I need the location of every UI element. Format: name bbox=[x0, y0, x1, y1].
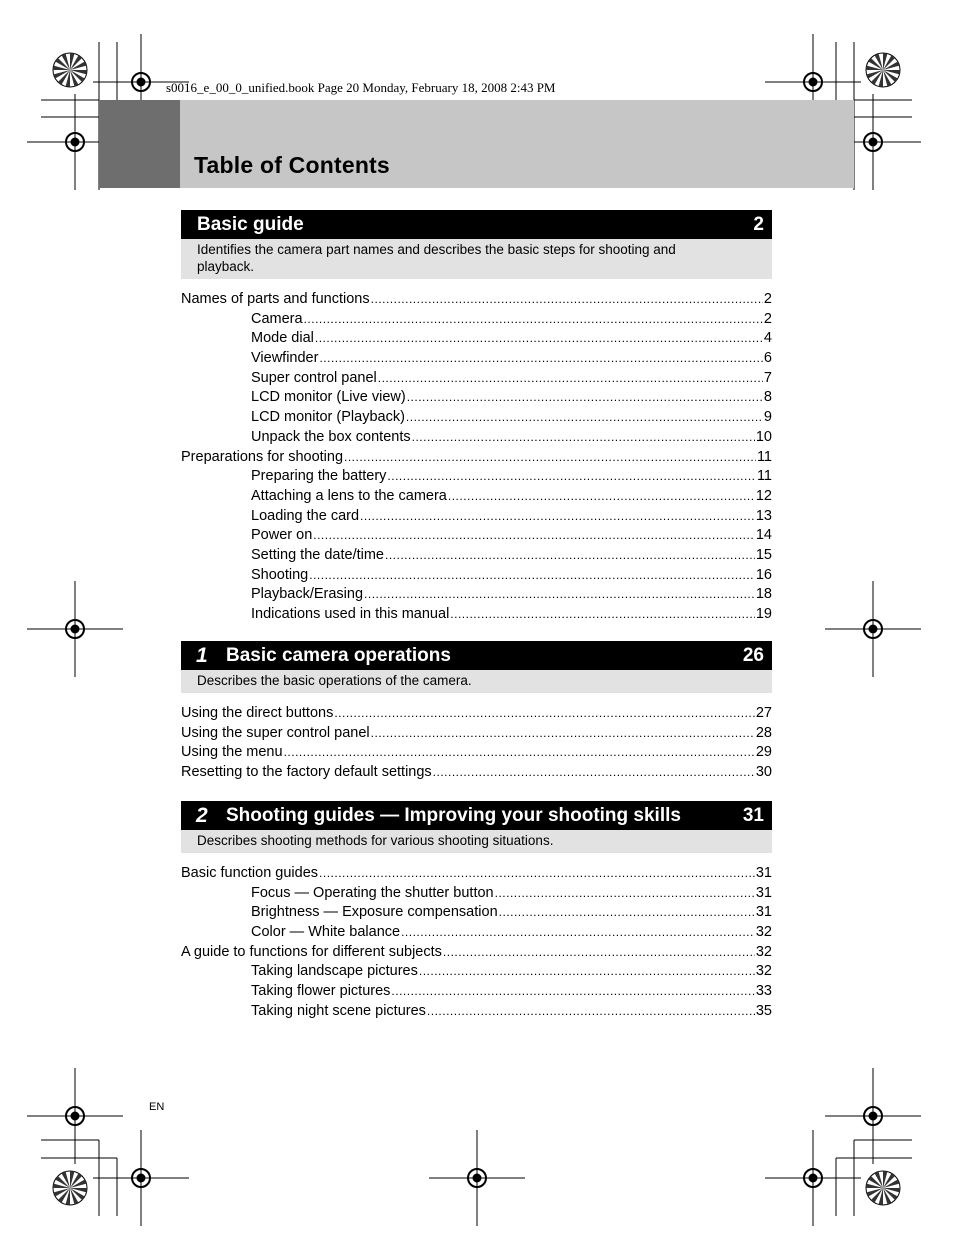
toc-entry[interactable] bbox=[181, 865, 772, 885]
toc-entry[interactable] bbox=[181, 744, 772, 764]
dot-leader bbox=[319, 351, 762, 365]
toc-entry-page: 32 bbox=[755, 963, 772, 980]
toc-entry-page: 31 bbox=[755, 904, 772, 921]
section-description: Describes shooting methods for various shooting situations. bbox=[181, 830, 772, 853]
dot-leader bbox=[499, 905, 755, 919]
registration-mark bbox=[429, 1130, 525, 1226]
toc-entry[interactable] bbox=[181, 311, 772, 331]
toc-entry-label: Shooting bbox=[251, 566, 309, 583]
toc-entry[interactable] bbox=[181, 527, 772, 547]
registration-mark bbox=[27, 1068, 123, 1164]
dot-leader bbox=[378, 371, 763, 385]
toc-entry-page: 19 bbox=[755, 606, 772, 622]
dot-leader bbox=[391, 984, 754, 998]
dot-leader bbox=[443, 945, 755, 959]
toc-entry-page: 6 bbox=[763, 350, 772, 367]
dot-leader bbox=[371, 726, 755, 740]
toc-entry-label: Preparing the battery bbox=[251, 468, 387, 485]
toc-entry-page: 11 bbox=[756, 448, 772, 465]
toc-entry[interactable] bbox=[181, 764, 772, 784]
dot-leader bbox=[427, 1004, 755, 1018]
toc-entry[interactable] bbox=[181, 429, 772, 449]
toc-entry-page: 31 bbox=[755, 884, 772, 901]
toc-entry-page: 18 bbox=[755, 586, 772, 603]
toc-entry[interactable] bbox=[181, 330, 772, 350]
toc-entry-label: Brightness — Exposure compensation bbox=[251, 904, 498, 921]
toc-entry-label: Indications used in this manual bbox=[251, 606, 450, 622]
dot-leader bbox=[407, 390, 763, 404]
dot-leader bbox=[385, 548, 755, 562]
toc-entry-label: Focus — Operating the shutter button bbox=[251, 884, 494, 901]
toc-entry-label: Using the super control panel bbox=[181, 724, 370, 741]
toc-entry-label: Setting the date/time bbox=[251, 546, 384, 563]
dot-leader bbox=[319, 866, 755, 880]
toc-entry-page: 29 bbox=[755, 744, 772, 761]
toc-entry-page: 12 bbox=[755, 487, 772, 504]
toc-entry-label: Attaching a lens to the camera bbox=[251, 487, 447, 504]
section-header[interactable] bbox=[181, 801, 772, 830]
star-target bbox=[53, 1171, 87, 1205]
dot-leader bbox=[387, 469, 756, 483]
toc-entry-page: 32 bbox=[755, 924, 772, 941]
toc-entry-page: 15 bbox=[755, 546, 772, 563]
toc-entry[interactable] bbox=[181, 944, 772, 964]
star-target bbox=[53, 53, 87, 87]
toc-entry-label: Mode dial bbox=[251, 330, 314, 347]
toc-entry[interactable] bbox=[181, 409, 772, 429]
dot-leader bbox=[401, 925, 755, 939]
toc-entry[interactable] bbox=[181, 547, 772, 567]
toc-entry-page: 28 bbox=[755, 724, 772, 741]
toc-entry[interactable] bbox=[181, 904, 772, 924]
toc-entry[interactable] bbox=[181, 885, 772, 905]
toc-entry-label: Loading the card bbox=[251, 507, 360, 524]
toc-entry-label: Taking night scene pictures bbox=[251, 1002, 426, 1019]
toc-entry[interactable] bbox=[181, 567, 772, 587]
toc-entry[interactable] bbox=[181, 370, 772, 390]
toc-entry-page: 35 bbox=[755, 1002, 772, 1019]
toc-entry[interactable] bbox=[181, 705, 772, 725]
toc-entry[interactable] bbox=[181, 725, 772, 745]
toc-entry-label: Resetting to the factory default settings bbox=[181, 764, 432, 781]
toc-entry-label: Unpack the box contents bbox=[251, 428, 411, 445]
section-number: 2 bbox=[196, 803, 208, 827]
dot-leader bbox=[412, 430, 755, 444]
dot-leader bbox=[304, 312, 763, 326]
registration-mark bbox=[765, 1130, 861, 1226]
toc-entry-page: 13 bbox=[755, 507, 772, 524]
toc-list bbox=[181, 705, 772, 784]
toc-entry-label: Super control panel bbox=[251, 369, 377, 386]
toc-entry[interactable] bbox=[181, 924, 772, 944]
toc-entry[interactable] bbox=[181, 488, 772, 508]
registration-mark bbox=[93, 1130, 189, 1226]
toc-entry-label: Power on bbox=[251, 527, 313, 544]
section-description: Identifies the camera part names and describes the basic steps for shooting and playback. bbox=[181, 239, 772, 279]
toc-entry[interactable] bbox=[181, 606, 772, 626]
toc-entry-label: Color — White balance bbox=[251, 924, 401, 941]
toc-entry-page: 27 bbox=[755, 705, 772, 721]
toc-entry-label: Playback/Erasing bbox=[251, 586, 364, 603]
toc-list bbox=[181, 865, 772, 1023]
toc-entry[interactable] bbox=[181, 586, 772, 606]
toc-entry-label: Using the direct buttons bbox=[181, 705, 334, 721]
dot-leader bbox=[406, 410, 763, 424]
dot-leader bbox=[284, 745, 755, 759]
registration-mark bbox=[825, 581, 921, 677]
toc-entry-page: 31 bbox=[755, 865, 772, 881]
toc-entry-page: 11 bbox=[756, 468, 772, 485]
toc-entry-page: 33 bbox=[755, 983, 772, 1000]
section-title: Basic guide bbox=[197, 213, 304, 235]
dot-leader bbox=[495, 886, 755, 900]
dot-leader bbox=[309, 568, 755, 582]
toc-entry-page: 2 bbox=[763, 310, 772, 327]
title-tab bbox=[99, 100, 180, 188]
toc-entry[interactable] bbox=[181, 1003, 772, 1023]
section-shooting-guides bbox=[181, 801, 772, 1023]
section-title: Basic camera operations bbox=[226, 644, 451, 666]
toc-entry[interactable] bbox=[181, 291, 772, 311]
toc-entry-page: 2 bbox=[763, 291, 772, 307]
toc-entry-page: 16 bbox=[755, 566, 772, 583]
language-code: EN bbox=[149, 1101, 165, 1113]
toc-entry-label: Taking flower pictures bbox=[251, 983, 391, 1000]
dot-leader bbox=[450, 607, 755, 621]
toc-entry[interactable] bbox=[181, 350, 772, 370]
section-basic-camera-operations bbox=[181, 641, 772, 784]
toc-entry-page: 8 bbox=[763, 389, 772, 406]
section-number: 1 bbox=[196, 643, 208, 667]
toc-entry[interactable] bbox=[181, 508, 772, 528]
dot-leader bbox=[360, 509, 755, 523]
toc-entry-page: 7 bbox=[763, 369, 772, 386]
dot-leader bbox=[433, 765, 755, 779]
toc-list bbox=[181, 291, 772, 626]
toc-entry-label: Basic function guides bbox=[181, 865, 319, 881]
dot-leader bbox=[364, 587, 755, 601]
toc-entry-label: Taking landscape pictures bbox=[251, 963, 418, 980]
registration-mark bbox=[825, 1068, 921, 1164]
section-title: Shooting guides — Improving your shooting skills bbox=[226, 804, 681, 826]
section-header[interactable] bbox=[181, 641, 772, 670]
toc-entry-page: 14 bbox=[755, 527, 772, 544]
toc-entry-page: 30 bbox=[755, 764, 772, 781]
section-page: 26 bbox=[742, 644, 764, 666]
dot-leader bbox=[419, 964, 755, 978]
toc-entry-page: 10 bbox=[755, 428, 772, 445]
section-basic-guide bbox=[181, 210, 772, 626]
toc-entry-page: 9 bbox=[763, 409, 772, 426]
toc-entry[interactable] bbox=[181, 449, 772, 469]
section-page: 31 bbox=[742, 804, 764, 826]
toc-entry-label: Viewfinder bbox=[251, 350, 319, 367]
toc-entry-label: Names of parts and functions bbox=[181, 291, 370, 307]
dot-leader bbox=[334, 706, 755, 720]
toc-entry[interactable] bbox=[181, 963, 772, 983]
page-title: Table of Contents bbox=[194, 152, 390, 178]
star-target bbox=[866, 1171, 900, 1205]
toc-entry-page: 32 bbox=[755, 943, 772, 960]
section-description: Describes the basic operations of the camera. bbox=[181, 670, 772, 693]
star-target bbox=[866, 53, 900, 87]
dot-leader bbox=[313, 528, 755, 542]
dot-leader bbox=[448, 489, 755, 503]
book-header: s0016_e_00_0_unified.book Page 20 Monday, February 18, 2008 2:43 PM bbox=[166, 80, 556, 95]
toc-entry-page: 4 bbox=[763, 330, 772, 347]
toc-entry-label: Using the menu bbox=[181, 744, 283, 761]
toc-entry-label: Preparations for shooting bbox=[181, 448, 344, 465]
toc-entry-label: A guide to functions for different subjects bbox=[181, 943, 442, 960]
toc-entry[interactable] bbox=[181, 389, 772, 409]
section-header[interactable] bbox=[181, 210, 772, 239]
toc-entry[interactable] bbox=[181, 983, 772, 1003]
section-page: 2 bbox=[753, 213, 764, 235]
toc-entry-label: Camera bbox=[251, 310, 303, 327]
toc-entry-label: LCD monitor (Playback) bbox=[251, 409, 405, 426]
dot-leader bbox=[344, 450, 756, 464]
dot-leader bbox=[371, 292, 763, 306]
toc-entry-label: LCD monitor (Live view) bbox=[251, 389, 406, 406]
toc-entry[interactable] bbox=[181, 468, 772, 488]
registration-mark bbox=[27, 581, 123, 677]
dot-leader bbox=[315, 331, 763, 345]
